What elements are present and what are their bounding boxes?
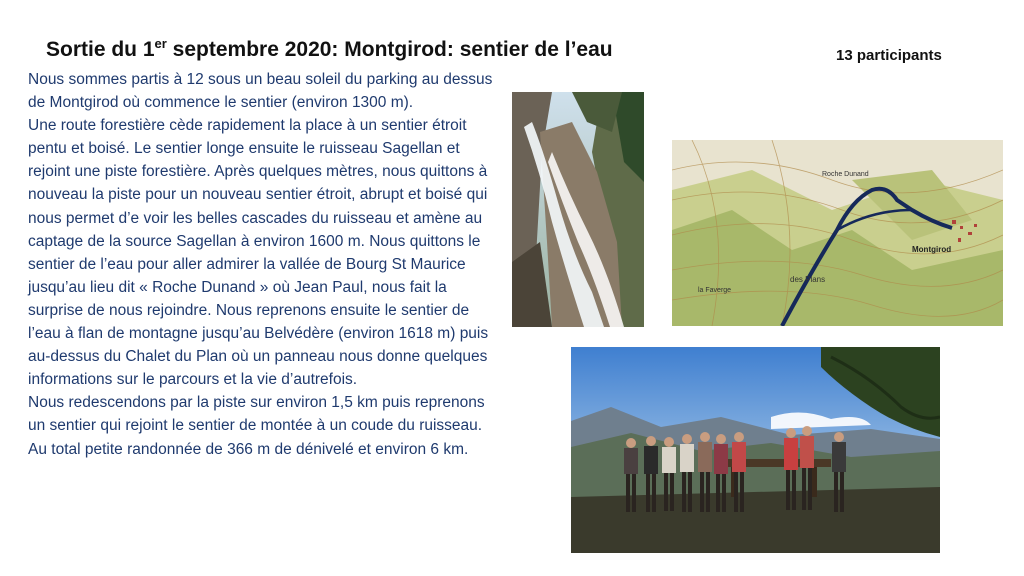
map-label-montgirod: Montgirod: [912, 245, 952, 254]
map-label-plans: des Plans: [790, 275, 826, 284]
trail-map-photo: [672, 140, 1003, 326]
title-prefix: Sortie du 1: [46, 38, 155, 61]
map-label-faverge: la Faverge: [698, 287, 732, 294]
paragraph-intro: Nous sommes partis à 12 sous un beau soleil du parking au dessus de Montgirod où commence le sentier (environ 1300 m).: [28, 71, 493, 112]
paragraph-total: Au total petite randonnée de 366 m de dénivelé et environ 6 km.: [28, 440, 469, 458]
title-superscript: er: [154, 36, 167, 51]
waterfall-photo: [512, 92, 644, 327]
group-photo: [571, 347, 940, 553]
paragraph-descent: Nous redescendons par la piste sur environ 1,5 km puis reprenons un sentier qui rejoint le sentier de montée à un coude du ruisseau.: [28, 394, 485, 435]
body-text: [28, 68, 500, 461]
paragraph-route: Une route forestière cède rapidement la place à un sentier étroit pentu et boisé. Le sentier longe ensuite le ruisseau Sagellan et rejoint une piste forestière. Après quelques mètres, nous quittons à nouveau la piste pour un nouveau sentier étroit, abrupt et boisé qui nous permet d’e voir les belles cascades du ruisseau et amène au captage de la source Sagellan à environ 1600 m. Nous quittons le sentier de l’eau pour aller admirer la vallée de Bourg St Maurice jusqu’au lieu dit « Roche Dunand » où Jean Paul, nous fait la surprise de nous rejoindre. Nous reprenons ensuite le sentier de l’eau à flan de montagne jusqu’au Belvédère (environ 1618 m) puis au-dessus du Chalet du Plan où un panneau nous donne quelques informations sur le parcours et la vie d’autrefois.: [28, 117, 489, 389]
map-label-roche: Roche Dunand: [822, 171, 869, 178]
page-title: [46, 38, 613, 62]
title-suffix: septembre 2020: Montgirod: sentier de l’eau: [166, 38, 613, 61]
participants-count: 13 participants: [836, 47, 942, 64]
